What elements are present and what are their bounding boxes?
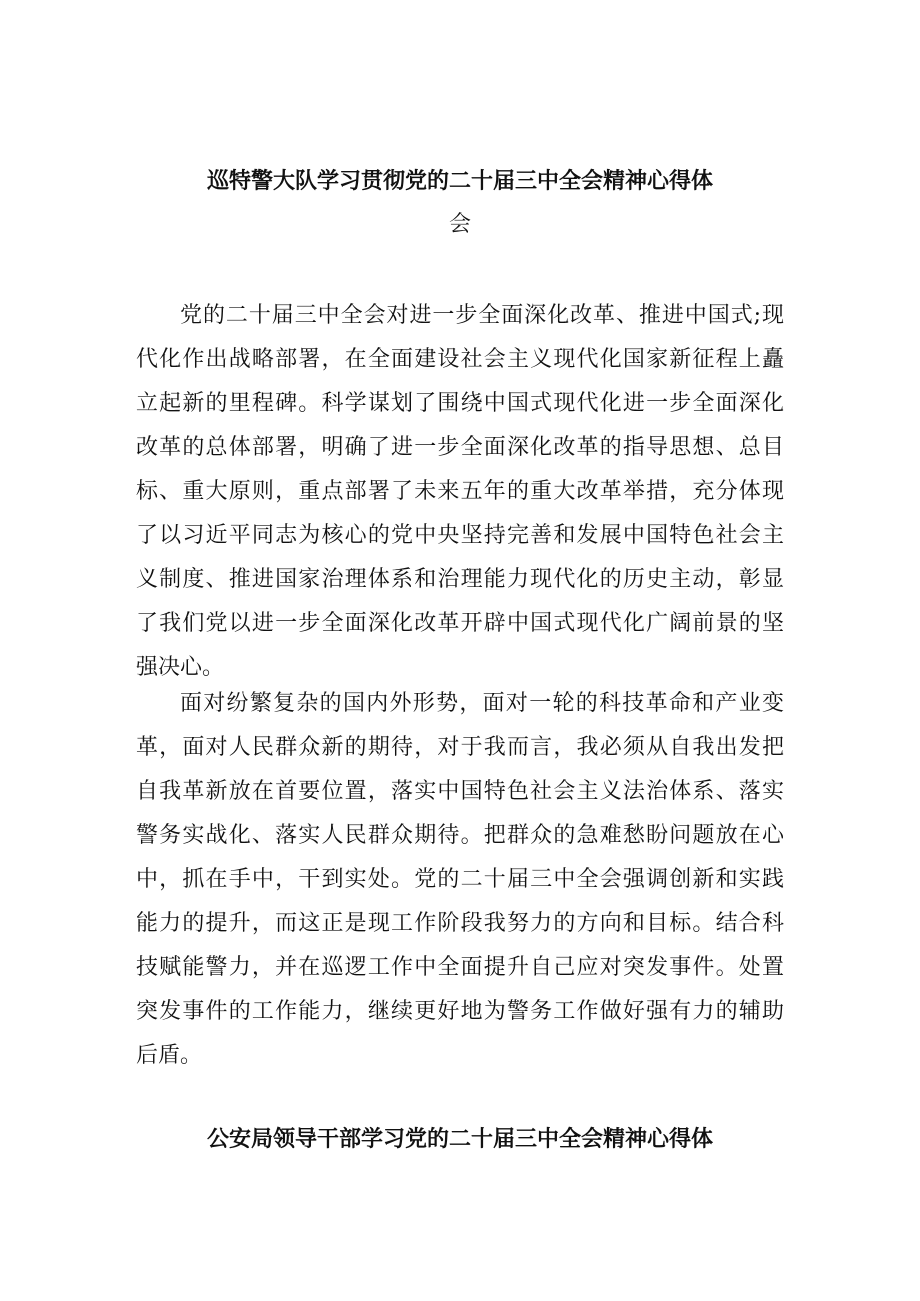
paragraph-line: 党的二十届三中全会对进一步全面深化改革、推进中国式;现 <box>180 303 784 328</box>
paragraph-line: 警务实战化、落实人民群众期待。把群众的急难愁盼问题放在心 <box>136 823 784 848</box>
paragraph-line: 代化作出战略部署，在全面建设社会主义现代化国家新征程上矗 <box>136 347 784 372</box>
paragraph-line: 中，抓在手中，干到实处。党的二十届三中全会强调创新和实践 <box>136 867 784 892</box>
article-1-title-continuation: 会 <box>448 212 471 237</box>
paragraph-line: 立起新的里程碑。科学谋划了围绕中国式现代化进一步全面深化 <box>136 391 784 416</box>
paragraph-line: 技赋能警力，并在巡逻工作中全面提升自己应对突发事件。处置 <box>136 955 784 980</box>
paragraph-line: 了以习近平同志为核心的党中央坚持完善和发展中国特色社会主 <box>136 523 784 548</box>
paragraph-line: 自我革新放在首要位置，落实中国特色社会主义法治体系、落实 <box>136 779 784 804</box>
article-2-title: 公安局领导干部学习党的二十届三中全会精神心得体 <box>206 1126 713 1152</box>
paragraph-line: 标、重大原则，重点部署了未来五年的重大改革举措，充分体现 <box>136 479 784 504</box>
article-1-title: 巡特警大队学习贯彻党的二十届三中全会精神心得体 <box>206 168 713 194</box>
paragraph-line: 后盾。 <box>136 1043 203 1068</box>
paragraph-line: 革，面对人民群众新的期待，对于我而言，我必须从自我出发把 <box>136 735 784 760</box>
paragraph-line: 强决心。 <box>136 655 225 680</box>
article-1-paragraph-2 <box>136 682 784 1078</box>
paragraph-line: 了我们党以进一步全面深化改革开辟中国式现代化广阔前景的坚 <box>136 611 784 636</box>
paragraph-line: 面对纷繁复杂的国内外形势，面对一轮的科技革命和产业变 <box>180 691 784 716</box>
paragraph-line: 突发事件的工作能力，继续更好地为警务工作做好强有力的辅助 <box>136 999 784 1024</box>
paragraph-line: 义制度、推进国家治理体系和治理能力现代化的历史主动，彰显 <box>136 567 784 592</box>
paragraph-line: 改革的总体部署，明确了进一步全面深化改革的指导思想、总目 <box>136 435 784 460</box>
article-1-paragraph-1 <box>136 294 784 690</box>
paragraph-line: 能力的提升，而这正是现工作阶段我努力的方向和目标。结合科 <box>136 911 784 936</box>
